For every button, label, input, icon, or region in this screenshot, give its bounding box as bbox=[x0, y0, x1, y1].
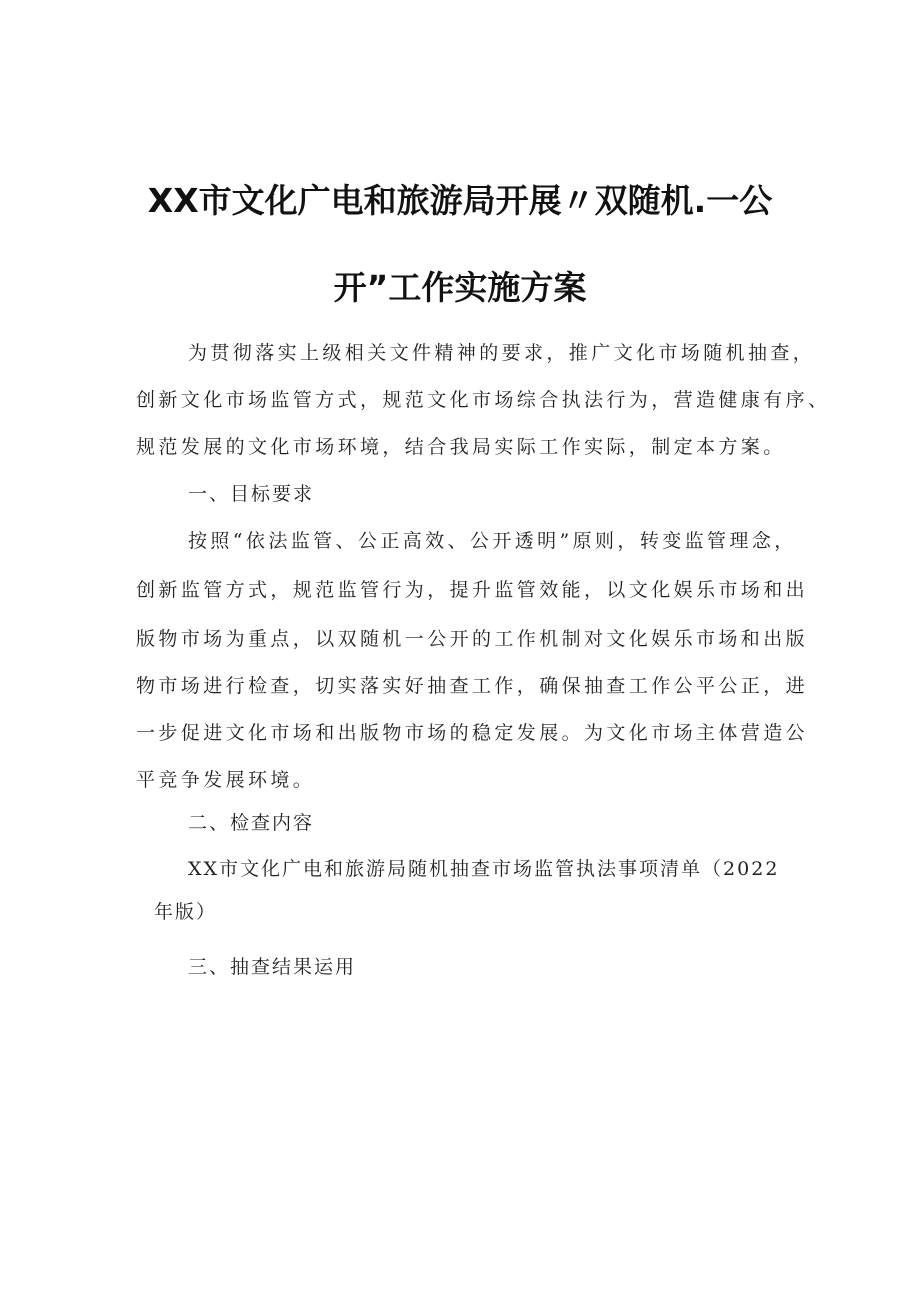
paragraph-2-line-4: 物市场进行检查，切实落实好抽查工作，确保抽查工作公平公正，进 bbox=[136, 675, 809, 697]
paragraph-2-line-1: 按照“依法监管、公正高效、公开透明”原则，转变监管理念， bbox=[188, 530, 797, 552]
paragraph-1-line-2: 创新文化市场监管方式，规范文化市场综合执法行为，营造健康有序、 bbox=[136, 389, 831, 411]
section-heading-3: 三、抽查结果运用 bbox=[188, 956, 357, 978]
paragraph-2-line-6: 平竞争发展环境。 bbox=[136, 769, 316, 791]
section-heading-1: 一、目标要求 bbox=[188, 483, 315, 505]
paragraph-1-line-3: 规范发展的文化市场环境，结合我局实际工作实际，制定本方案。 bbox=[136, 436, 786, 458]
paragraph-2-line-2: 创新监管方式，规范监管行为，提升监管效能，以文化娱乐市场和出 bbox=[136, 579, 809, 601]
paragraph-1-line-1: 为贯彻落实上级相关文件精神的要求，推广文化市场随机抽查， bbox=[188, 342, 816, 364]
document-title-line-1: XX市文化广电和旅游局开展〃双随机.一公 bbox=[147, 181, 773, 220]
paragraph-2-line-5: 一步促进文化市场和出版物市场的稳定发展。为文化市场主体营造公 bbox=[136, 722, 809, 744]
paragraph-3-line-2: 年版） bbox=[154, 901, 218, 923]
section-heading-2: 二、检查内容 bbox=[188, 812, 315, 834]
document-title-line-2: 开”工作实施方案 bbox=[333, 268, 587, 307]
paragraph-3-line-1: XX市文化广电和旅游局随机抽查市场监管执法事项清单（2022 bbox=[188, 858, 780, 880]
paragraph-2-line-3: 版物市场为重点，以双随机一公开的工作机制对文化娱乐市场和出版 bbox=[136, 628, 809, 650]
